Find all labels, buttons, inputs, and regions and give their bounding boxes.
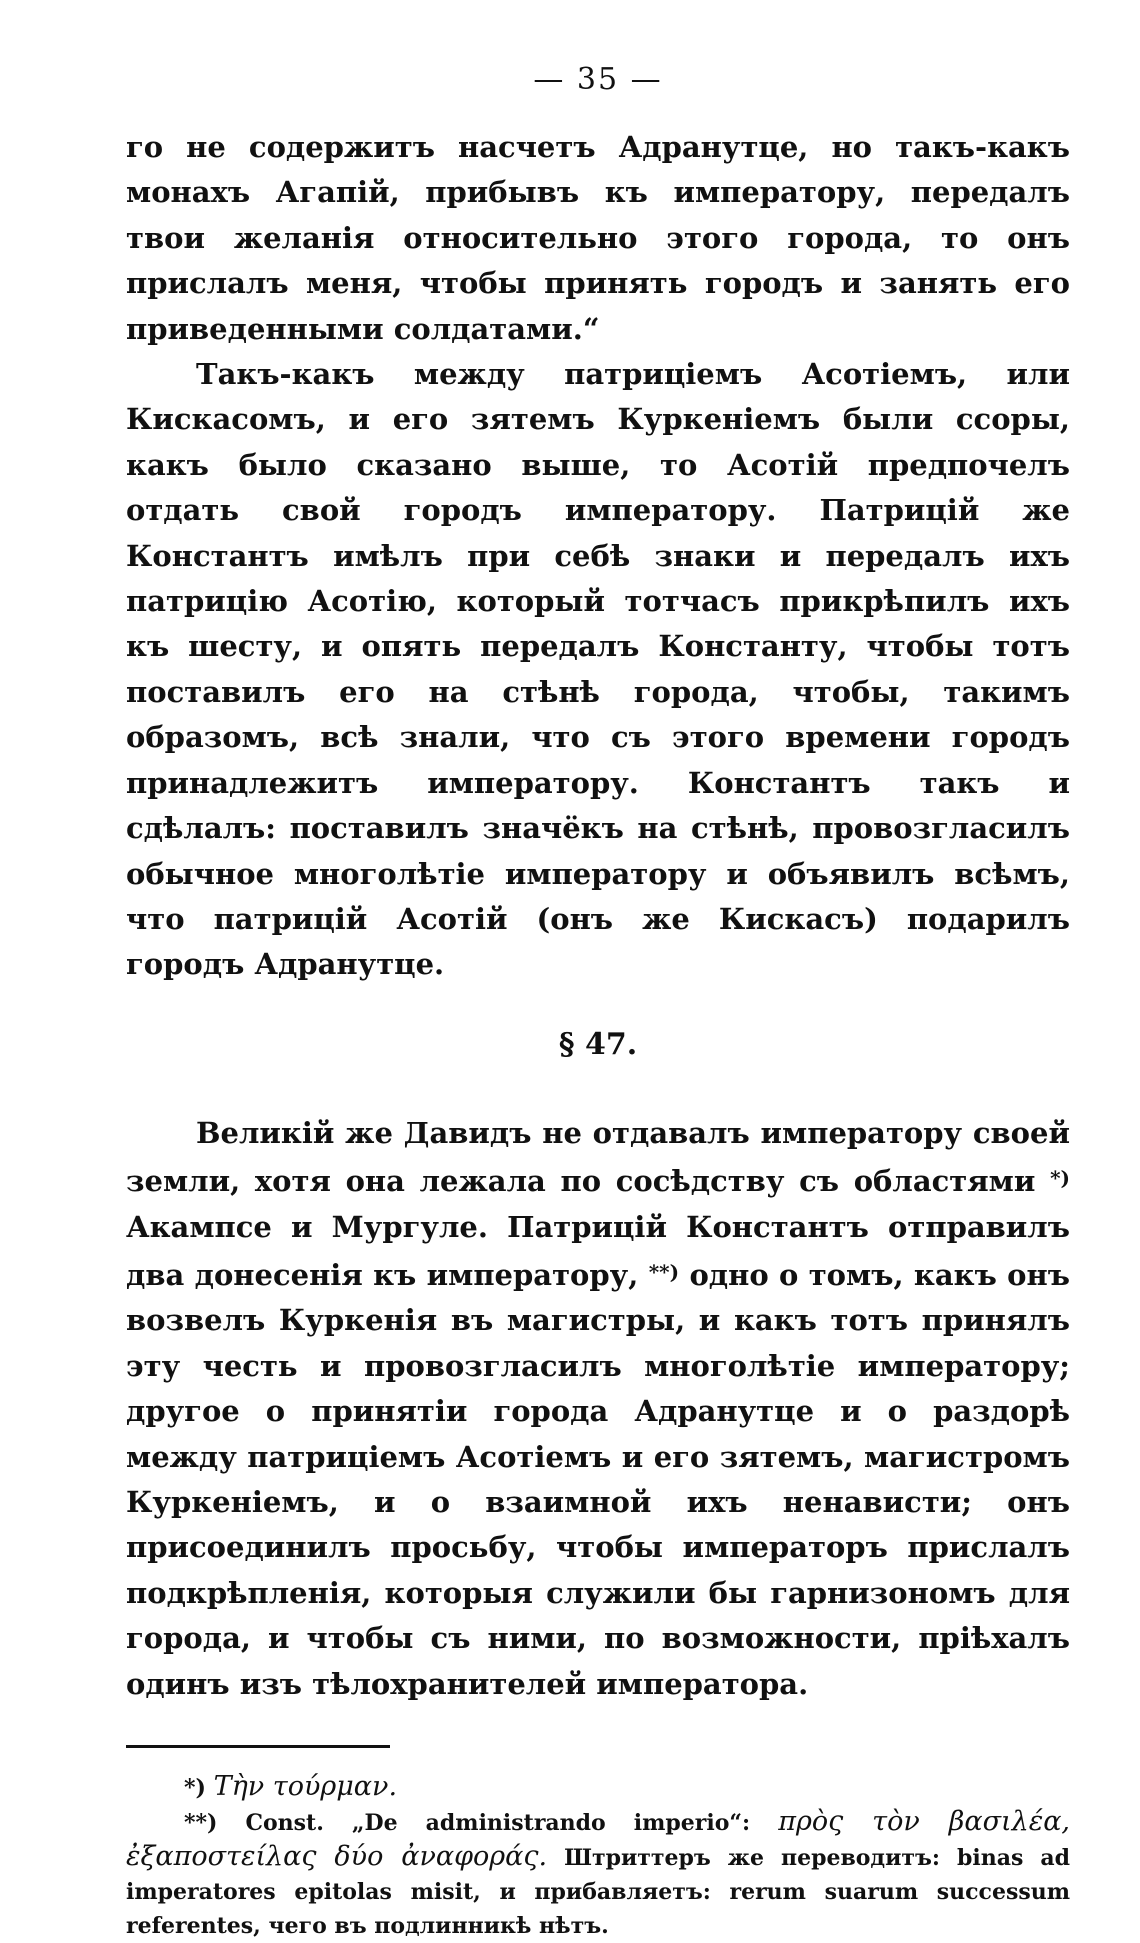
footnote-2 — [126, 1805, 1070, 1943]
footnote-divider — [126, 1745, 390, 1748]
footnote-ref-2: **) — [648, 1259, 680, 1284]
footnotes — [126, 1770, 1070, 1943]
paragraph-text-part: Великій же Давидъ не отдавалъ императору своей земли, хотя она лежала по сосѣдству съ областями — [126, 1115, 1070, 1199]
book-page — [126, 62, 1070, 1943]
paragraph-body: Такъ-какъ между патриціемъ Асотіемъ, или Кискасомъ, и его зятемъ Куркеніемъ были ссоры, какъ было сказано выше, то Асотій предпочелъ отдать свой городъ императору. Патрицій же Константъ имѣлъ при себѣ знаки и передалъ ихъ патрицію Асотію, который тотчасъ прикрѣпилъ ихъ къ шесту, и опять передалъ Константу, чтобы тотъ поставилъ его на стѣнѣ города, чтобы, такимъ образомъ, всѣ знали, что съ этого времени городъ принадлежитъ императору. Константъ такъ и сдѣлалъ: поставилъ значёкъ на стѣнѣ, провозгласилъ обычное многолѣтіе императору и объявилъ всѣмъ, что патрицій Асотій (онъ же Кискасъ) подарилъ городъ Адранутце. — [126, 357, 1070, 982]
footnote-text: Штриттеръ же переводитъ: binas ad imperatores epitolas misit, и прибавляетъ: rerum suarum successum referentes, чего въ подлинникѣ нѣтъ. — [126, 1845, 1070, 1939]
footnote-greek-text: Τὴν τούρμαν. — [213, 1771, 398, 1802]
paragraph-text-part: Акампсе и Мургуле. Патрицій Константъ отправилъ два донесенія къ императору, — [126, 1209, 1070, 1292]
paragraph-section-47 — [126, 1111, 1070, 1707]
footnote-1 — [126, 1770, 1070, 1805]
footnote-greek-text: πρὸς τὸν βασιλέα, ἐξαποστείλας δύο ἀναφοράς. — [126, 1806, 1071, 1872]
footnote-mark: *) — [184, 1775, 206, 1801]
section-heading: § 47. — [558, 1026, 638, 1062]
footnote-ref-1: *) — [1050, 1166, 1070, 1191]
footnote-text: Const. „De administrando imperio“: — [245, 1810, 751, 1836]
page-number: — 35 — — [533, 62, 663, 97]
footnote-mark: **) — [184, 1810, 218, 1836]
paragraph-continued: го не содержитъ насчетъ Адранутце, но такъ-какъ монахъ Агапій, прибывъ къ императору, передалъ твои желанія относительно этого города, то онъ прислалъ меня, чтобы принять городъ и занять его приведенными солдатами.“ — [126, 130, 1070, 346]
paragraph-text-part: одно о томъ, какъ онъ возвелъ Куркенія въ магистры, и какъ тотъ принялъ эту честь и провозгласилъ многолѣтіе императору; другое о принятіи города Адранутце и о раздорѣ между патриціемъ Асотіемъ и его зятемъ, магистромъ Куркеніемъ, и о взаимной ихъ ненависти; онъ присоединилъ просьбу, чтобы императоръ прислалъ подкрѣпленія, которыя служили бы гарнизономъ для города, и чтобы съ ними, по возможности, пріѣхалъ одинъ изъ тѣлохранителей императора. — [126, 1257, 1070, 1701]
